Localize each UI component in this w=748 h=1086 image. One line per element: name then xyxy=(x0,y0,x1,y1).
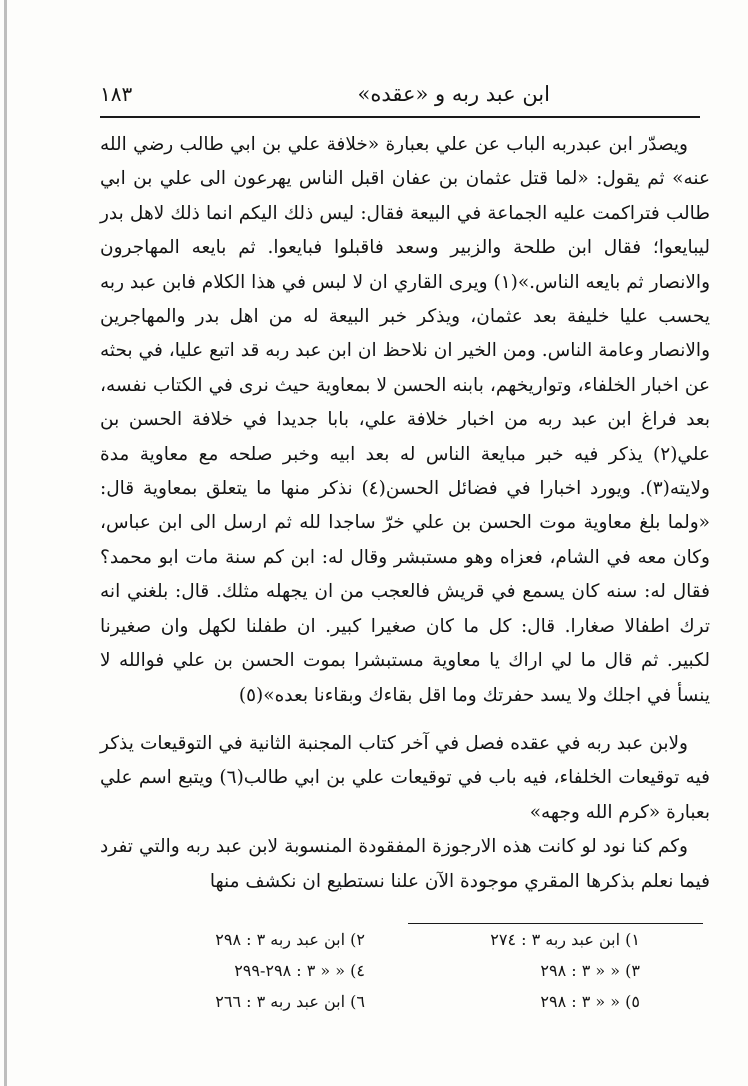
footnote-number: ٦) xyxy=(350,992,365,1011)
page-header xyxy=(100,82,700,112)
footnote-3 xyxy=(395,961,640,980)
footnote-row xyxy=(150,961,640,992)
footnote-6 xyxy=(120,992,365,1011)
scan-edge-shadow xyxy=(4,0,7,1086)
footnote-text: « « ٣ : ٢٩٨ xyxy=(540,961,621,980)
paragraph-2: ولابن عبد ربه في عقده فصل في آخر كتاب المجنبة الثانية في التوقيعات يذكر فيه توقيعات الخلفاء، فيه باب في توقيعات علي بن ابي طالب(٦) ويتبع اسم علي بعبارة «كرم الله وجهه» xyxy=(100,732,710,823)
footnotes xyxy=(150,930,640,1023)
footnote-number: ٢) xyxy=(350,930,365,949)
footnote-rule xyxy=(408,923,703,924)
footnote-text: ابن عبد ربه ٣ : ٢٦٦ xyxy=(215,992,346,1011)
footnote-text: « « ٣ : ٢٩٨ xyxy=(540,992,621,1011)
footnote-number: ٥) xyxy=(625,992,640,1011)
paragraph-3: وكم كنا نود لو كانت هذه الارجوزة المفقودة المنسوبة لابن عبد ربه والتي تفرد فيما نعلم بذكرها المقري موجودة الآن علنا نستطيع ان نكشف منها xyxy=(100,836,710,892)
paragraph-1: ويصدّر ابن عبدربه الباب عن علي بعبارة «خلافة علي بن ابي طالب رضي الله عنه» ثم يقول: «لما قتل عثمان بن عفان اقبل الناس يهرعون الى علي بن ابي طالب فتراكمت عليه الجماعة في البيعة فقال: ليس ذلك اليكم انما ذلك لاهل بدر ليبايعوا؛ فقال ابن طلحة والزبير وسعد فاقبلوا فبايعوا. ثم بايعه المهاجرون والانصار ثم بايعه الناس.»(١) ويرى القاري ان لا لبس في هذا الكلام فابن عبد ربه يحسب عليا خليفة بعد عثمان، ويذكر خبر البيعة له من اهل بدر والمهاجرين والانصار وعامة الناس. ومن الخير ان نلاحظ ان ابن عبد ربه قد اتبع عليا، في بحثه عن اخبار الخلفاء، وتواريخهم، بابنه الحسن لا بمعاوية حيث نرى في الكتاب نفسه، بعد فراغ ابن عبد ربه من اخبار خلافة علي، بابا جديدا في خلافة الحسن بن علي(٢) يذكر فيه خبر مبايعة الناس له بعد ابيه وخبر صلحه مع معاوية مدة ولايته(٣). ويورد اخبارا في فضائل الحسن(٤) نذكر منها ما يتعلق بمعاوية قال: «ولما بلغ معاوية موت الحسن بن علي خرّ ساجدا لله ثم ارسل الى ابن عباس، وكان معه في الشام، فعزاه وهو مستبشر وقال له: ابن كم سنة مات ابو محمد؟ فقال له: سنه كان يسمع في قريش فالعجب من ان يجهله مثلك. قال: بلغني انه ترك اطفالا صغارا. قال: كل ما كان صغيرا كبير. ان طفلنا لكهل وان صغيرنا لكبير. ثم قال ما لي اراك يا معاوية مستبشرا بموت الحسن بن علي فوالله لا ينسأ في اجلك ولا يسد حفرتك وما اقل بقاءك وبقاءنا بعده»(٥) xyxy=(100,134,711,706)
page-number: ١٨٣ xyxy=(100,82,133,106)
body-text xyxy=(100,128,710,899)
footnote-2 xyxy=(120,930,365,949)
footnote-row xyxy=(150,992,640,1023)
footnote-number: ٤) xyxy=(350,961,365,980)
footnote-5 xyxy=(395,992,640,1011)
footnote-text: ابن عبد ربه ٣ : ٢٧٤ xyxy=(490,930,621,949)
footnote-1 xyxy=(395,930,640,949)
footnote-4 xyxy=(120,961,365,980)
footnote-number: ١) xyxy=(625,930,640,949)
footnote-text: ابن عبد ربه ٣ : ٢٩٨ xyxy=(215,930,346,949)
footnote-text: « « ٣ : ٢٩٨-٢٩٩ xyxy=(234,961,346,980)
footnote-number: ٣) xyxy=(625,961,640,980)
header-rule xyxy=(100,116,700,118)
footnote-row xyxy=(150,930,640,961)
running-title: ابن عبد ربه و «عقده» xyxy=(357,82,550,106)
